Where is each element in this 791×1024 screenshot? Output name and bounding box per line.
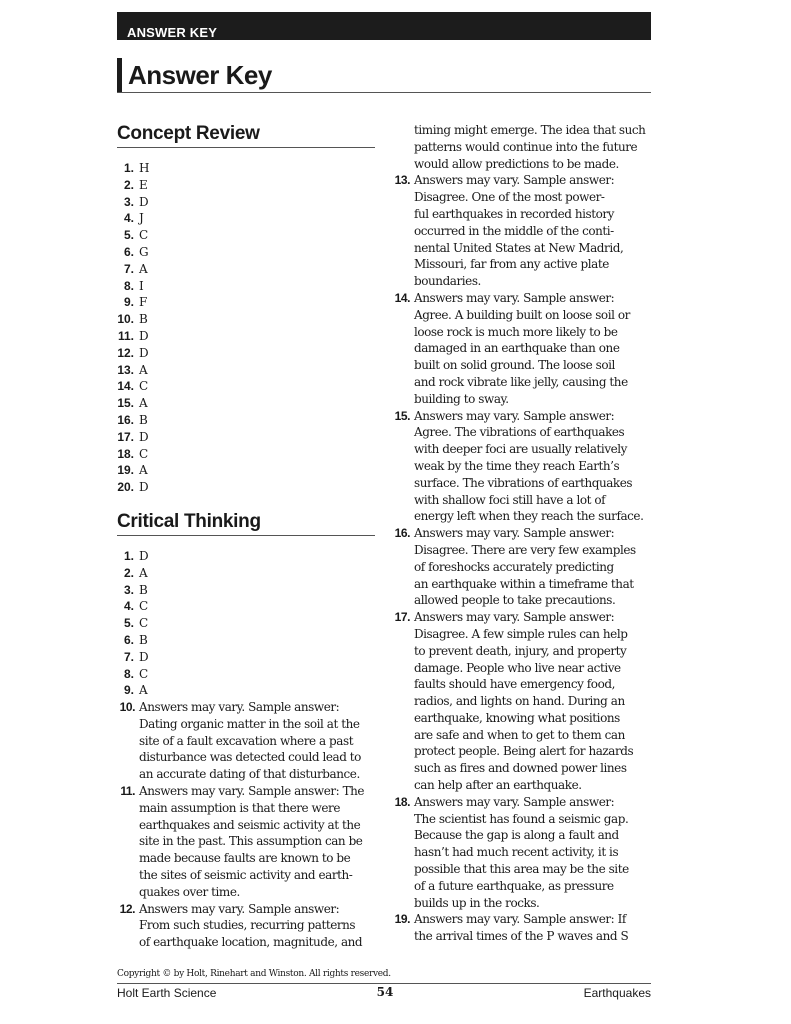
answer-line: site of a fault excavation where a past [139,733,354,748]
item-answer: B [139,632,148,647]
list-item [117,345,149,362]
list-item [117,412,149,429]
answer-line: the arrival times of the P waves and S [414,929,629,944]
answer-line: protect people. Being alert for hazards [414,744,634,759]
footer-book-title: Holt Earth Science [117,986,217,1000]
list-item [117,227,149,244]
continued-answer-line: patterns would continue into the future [414,139,638,154]
list-item [392,408,654,526]
list-item [392,609,654,794]
item-answer: A [139,565,148,580]
item-number: 10. [117,312,134,327]
answer-line: Answers may vary. Sample answer: [414,408,615,423]
list-item [117,565,149,582]
concept-review-heading: Concept Review [117,123,260,144]
answer-line: to prevent death, injury, and property [414,643,627,658]
item-number: 4. [123,211,134,226]
answer-line: Answers may vary. Sample answer: [414,526,615,541]
item-answer: F [139,295,148,310]
answer-line: earthquakes and seismic activity at the [139,817,361,832]
continued-answer-line: would allow predictions to be made. [414,156,619,171]
list-item [117,278,149,295]
list-item [117,699,379,783]
critical-thinking-short-list [117,548,149,699]
answer-line: Answers may vary. Sample answer: [414,794,615,809]
answer-line: disturbance was detected could lead to [139,750,361,765]
answer-line: of earthquake location, magnitude, and [139,935,363,950]
item-number: 6. [123,632,134,647]
item-answer: H [139,161,150,175]
list-item [117,328,149,345]
answer-line: made because faults are known to be [139,851,351,866]
answer-line: Answers may vary. Sample answer: [139,700,340,714]
item-answer: C [139,379,149,394]
list-item [117,160,149,177]
item-number: 8. [123,278,134,293]
title-accent-bar [117,58,122,92]
answer-line: The scientist has found a seismic gap. [414,811,629,826]
critical-thinking-long-list-right [392,122,654,945]
answer-line: Answers may vary. Sample answer: [139,901,340,916]
item-number: 7. [123,649,134,664]
answer-line: Answers may vary. Sample answer: [414,290,615,305]
footer-divider [117,983,651,984]
item-number: 3. [123,582,134,597]
answer-line: are safe and when to get to them can [414,727,625,742]
answer-line: of foreshocks accurately predicting [414,559,614,574]
answer-line: the sites of seismic activity and earth- [139,867,353,882]
answer-line: boundaries. [414,274,481,289]
answer-line: an accurate dating of that disturbance. [139,767,360,782]
item-answer: A [139,261,148,276]
critical-thinking-divider [117,535,375,536]
answer-line: an earthquake within a timeframe that [414,576,634,591]
copyright-notice: Copyright © by Holt, Rinehart and Winston. All rights reserved. [117,969,391,979]
list-item [117,462,149,479]
item-number: 12. [117,345,134,360]
item-number: 10. [119,700,135,714]
title-divider [117,92,651,93]
answer-line: can help after an earthquake. [414,778,582,793]
banner-label: ANSWER KEY [127,25,218,40]
item-answer: A [139,396,148,411]
list-item [392,172,654,290]
answer-line: built on solid ground. The loose soil [414,358,615,373]
item-number: 13. [117,362,134,377]
item-number: 20. [117,480,134,495]
list-item [117,582,149,599]
page-number: 54 [376,985,394,999]
item-number: 12. [119,901,135,916]
answer-line: Disagree. A few simple rules can help [414,626,628,641]
list-item [117,649,149,666]
answer-line: damaged in an earthquake than one [414,341,620,356]
answer-line: Because the gap is along a fault and [414,828,619,843]
answer-line: builds up in the rocks. [414,895,540,910]
list-item [392,911,654,945]
item-answer: A [139,683,148,698]
answer-line: of a future earthquake, as pressure [414,878,614,893]
answer-line: site in the past. This assumption can be [139,834,363,849]
answer-line: From such studies, recurring patterns [139,918,356,933]
item-answer: B [139,582,148,597]
item-number: 3. [123,194,134,209]
list-item [117,210,149,227]
item-number: 4. [123,599,134,614]
answer-line: Agree. A building built on loose soil or [414,307,630,322]
item-number: 18. [394,794,410,809]
list-item [117,632,149,649]
list-item [117,194,149,211]
answer-line: allowed people to take precautions. [414,593,616,608]
item-number: 8. [123,666,134,681]
item-number: 14. [394,290,410,305]
item-answer: C [139,228,149,243]
answer-line: Missouri, far from any active plate [414,257,609,272]
list-item [392,290,654,408]
list-item [392,794,654,912]
header-banner [117,12,651,40]
item-number: 9. [123,683,134,698]
item-number: 14. [117,379,134,394]
list-item [117,682,149,699]
item-answer: C [139,616,149,631]
page-title: Answer Key [128,60,272,90]
answer-line: surface. The vibrations of earthquakes [414,475,633,490]
item-answer: A [139,463,148,478]
answer-line: Agree. The vibrations of earthquakes [414,425,625,440]
list-item [117,446,149,463]
list-item [117,666,149,683]
item-answer: B [139,312,148,327]
item-number: 19. [117,463,134,478]
list-item [117,378,149,395]
item-number: 17. [117,429,134,444]
item-number: 2. [123,177,134,192]
item-answer: G [139,244,149,259]
concept-review-divider [117,147,375,148]
list-item [117,598,149,615]
item-number: 19. [394,912,410,927]
item-number: 18. [117,446,134,461]
item-answer: E [139,177,148,192]
list-item [117,479,149,496]
item-number: 17. [394,610,410,625]
list-item [117,362,149,379]
item-number: 2. [123,565,134,580]
critical-thinking-heading: Critical Thinking [117,511,261,532]
list-item [117,244,149,261]
answer-line: energy left when they reach the surface. [414,509,644,524]
list-item [392,525,654,609]
critical-thinking-long-list-left [117,699,379,951]
item-number: 5. [123,228,134,243]
answer-line: Answers may vary. Sample answer: [414,610,615,625]
answer-line: with shallow foci still have a lot of [414,492,606,507]
answer-line: ful earthquakes in recorded history [414,206,614,221]
answer-line: Answers may vary. Sample answer: If [414,912,626,927]
item-number: 11. [120,783,135,798]
list-item [117,294,149,311]
answer-line: earthquake, knowing what positions [414,710,620,725]
list-item [117,548,149,565]
answer-line: faults should have emergency food, [414,677,615,692]
item-number: 7. [123,261,134,276]
answer-line: nental United States at New Madrid, [414,240,624,255]
item-number: 6. [123,244,134,259]
list-item [117,615,149,632]
item-answer: D [139,345,149,360]
answer-line: Dating organic matter in the soil at the [139,716,360,731]
item-answer: C [139,599,149,614]
item-answer: D [139,649,149,664]
item-number: 1. [123,549,134,563]
item-number: 13. [394,173,410,188]
item-answer: I [139,278,144,293]
item-answer: D [139,328,149,343]
item-answer: D [139,480,149,495]
item-answer: J [139,211,144,226]
item-number: 1. [123,161,134,175]
answer-line: main assumption is that there were [139,800,340,815]
item-answer: C [139,446,149,461]
item-answer: D [139,429,149,444]
answer-line: occurred in the middle of the conti- [414,223,614,238]
item-answer: C [139,666,149,681]
answer-line: loose rock is much more likely to be [414,324,618,339]
answer-line: with deeper foci are usually relatively [414,442,628,457]
item-number: 16. [394,526,410,541]
item-number: 9. [123,295,134,310]
item-number: 15. [117,396,134,411]
answer-line: building to sway. [414,391,509,406]
answer-line: quakes over time. [139,884,240,899]
item-answer: B [139,412,148,427]
answer-line: Disagree. One of the most power- [414,190,605,205]
answer-line: hasn’t had much recent activity, it is [414,845,619,860]
list-item [117,177,149,194]
list-item [117,261,149,278]
footer-chapter: Earthquakes [583,986,651,1000]
item-number: 5. [123,616,134,631]
answer-line: possible that this area may be the site [414,862,629,877]
answer-line: weak by the time they reach Earth’s [414,458,620,473]
concept-review-list [117,160,149,496]
answer-line: Answers may vary. Sample answer: [414,173,615,188]
list-item [117,395,149,412]
item-answer: A [139,362,148,377]
list-item [117,783,379,901]
answer-line: Answers may vary. Sample answer: The [139,783,365,798]
answer-line: radios, and lights on hand. During an [414,694,625,709]
item-answer: D [139,549,149,563]
continued-answer-line: timing might emerge. The idea that such [414,123,646,137]
answer-line: damage. People who live near active [414,660,621,675]
answer-line: and rock vibrate like jelly, causing the [414,374,628,389]
item-answer: D [139,194,149,209]
list-item [117,311,149,328]
item-number: 11. [117,328,134,343]
answer-line: such as fires and downed power lines [414,761,627,776]
list-item [117,901,379,951]
item-number: 16. [117,412,134,427]
answer-line: Disagree. There are very few examples [414,542,636,557]
list-item [117,429,149,446]
item-number: 15. [394,408,410,423]
